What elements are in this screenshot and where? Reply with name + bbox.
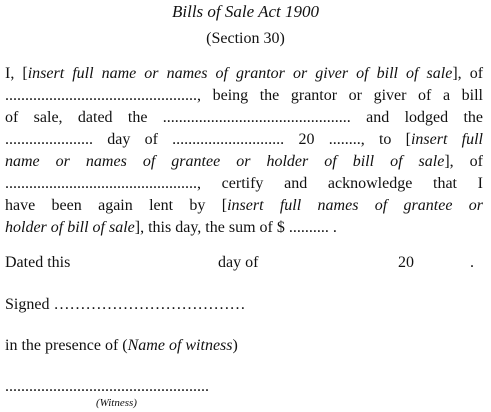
dated-label: Dated this xyxy=(5,254,71,271)
presence-line xyxy=(5,336,238,356)
paragraph-line-2 xyxy=(5,86,483,106)
paragraph-line-6 xyxy=(5,174,483,194)
text-fragment: ...................... day of ............................ 20 ........, to [ xyxy=(5,131,411,148)
form-section: (Section 30) xyxy=(206,30,285,47)
paragraph-line-3 xyxy=(5,108,483,128)
witness-caption: (Witness) xyxy=(96,397,137,409)
paragraph-line-7 xyxy=(5,196,483,216)
text-fragment: I, [ xyxy=(5,65,28,82)
witness-signature-line: ................................................... xyxy=(5,378,209,395)
witness-name-hint: Name of witness xyxy=(127,337,233,354)
grantee-name-hint: name or names of grantee or holder of bill of sale xyxy=(5,153,445,170)
signed-line: Signed ……………………………… xyxy=(5,296,246,313)
dated-end-dot: . xyxy=(470,254,474,271)
grantee-name-hint: insert full xyxy=(410,131,484,148)
text-fragment: ], this day, the sum of $ .......... . xyxy=(134,219,337,236)
text-fragment: of sale, dated the ............................................... and lodged the xyxy=(5,109,483,126)
text-fragment: ................................................, certify and acknowledge that I xyxy=(5,175,483,192)
text-fragment: ................................................, being the grantor or giver of a bill xyxy=(5,87,483,104)
text-fragment: ], of xyxy=(452,65,484,82)
text-fragment: in the presence of ( xyxy=(5,337,128,354)
text-fragment: have been again lent by [ xyxy=(5,197,228,214)
lender-name-hint: holder of bill of sale xyxy=(5,219,135,236)
day-of-label: day of xyxy=(218,254,259,271)
lender-name-hint: insert full names of grantee or xyxy=(227,197,483,214)
text-fragment: ], of xyxy=(444,153,484,170)
paragraph-line-8 xyxy=(5,218,483,238)
form-title: Bills of Sale Act 1900 xyxy=(171,2,319,21)
paragraph-line-5 xyxy=(5,152,483,172)
year-prefix: 20 xyxy=(398,254,414,271)
text-fragment: ) xyxy=(232,337,238,354)
paragraph-line-1 xyxy=(5,64,483,84)
paragraph-line-4 xyxy=(5,130,483,150)
grantor-name-hint: insert full name or names of grantor or giver of bill of sale xyxy=(27,65,453,82)
